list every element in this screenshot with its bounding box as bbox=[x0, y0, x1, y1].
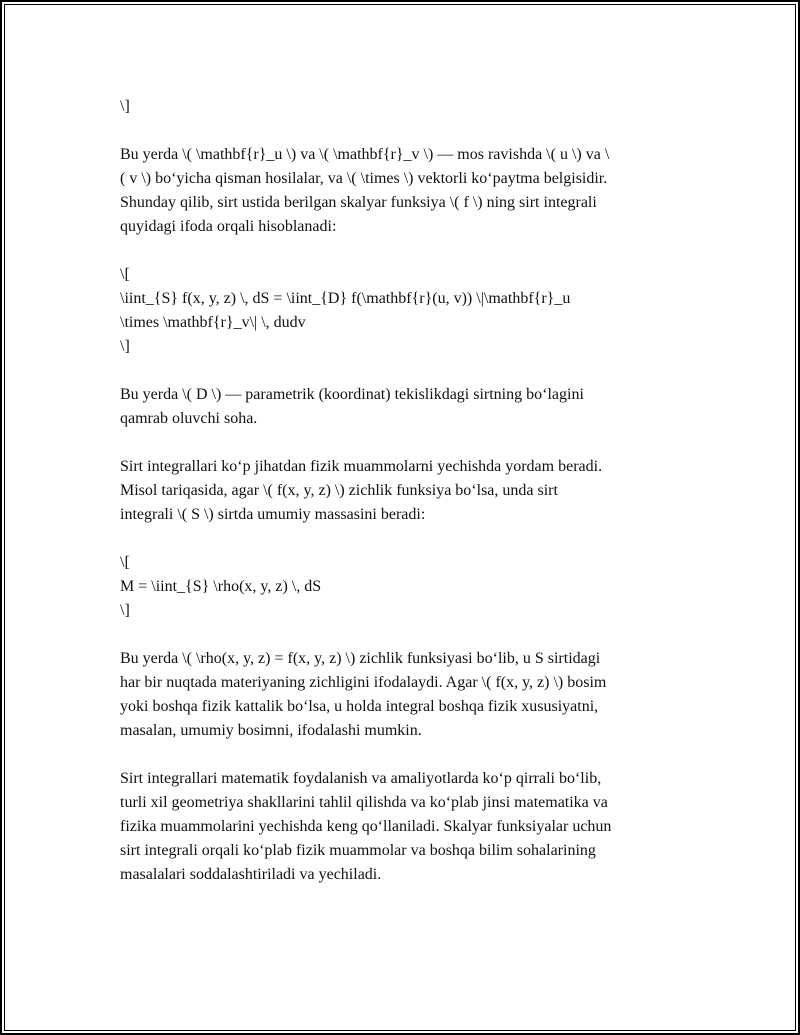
paragraph-domain-definition bbox=[120, 383, 700, 431]
paragraph-line: har bir nuqtada materiyaning zichligini ifodalaydi. Agar \( f(x, y, z) \) bosim bbox=[120, 674, 607, 691]
paragraph-physical-applications bbox=[120, 455, 700, 527]
paragraph-line: yoki boshqa fizik kattalik bo‘lsa, u holda integral boshqa fizik xususiyatni, bbox=[120, 698, 599, 715]
formula-line: M = \iint_{S} \rho(x, y, z) \, dS bbox=[120, 578, 322, 595]
formula-line: \] bbox=[120, 338, 130, 355]
paragraph-line: ( v \) bo‘yicha qisman hosilalar, va \( \times \) vektorli ko‘paytma belgisidir. bbox=[120, 170, 608, 187]
formula-line: \iint_{S} f(x, y, z) \, dS = \iint_{D} f(\mathbf{r}(u, v)) \|\mathbf{r}_u bbox=[120, 290, 571, 307]
paragraph-line: Misol tariqasida, agar \( f(x, y, z) \) zichlik funksiya bo‘lsa, unda sirt bbox=[120, 482, 558, 499]
paragraph-line: integrali \( S \) sirtda umumiy massasini beradi: bbox=[120, 506, 426, 523]
formula-mass-integral bbox=[120, 551, 700, 623]
formula-line: \] bbox=[120, 98, 130, 115]
paragraph-partial-derivatives bbox=[120, 143, 700, 239]
paragraph-line: quyidagi ifoda orqali hisoblanadi: bbox=[120, 218, 337, 235]
formula-surface-integral bbox=[120, 263, 700, 359]
paragraph-conclusion bbox=[120, 767, 700, 887]
formula-line: \] bbox=[120, 602, 130, 619]
paragraph-line: Bu yerda \( \rho(x, y, z) = f(x, y, z) \) zichlik funksiyasi bo‘lib, u S sirtidagi bbox=[120, 650, 601, 667]
paragraph-line: fizika muammolarini yechishda keng qo‘llaniladi. Skalyar funksiyalar uchun bbox=[120, 818, 612, 835]
paragraph-line: masalalari soddalashtiriladi va yechiladi. bbox=[120, 866, 382, 883]
paragraph-line: Sirt integrallari ko‘p jihatdan fizik muammolarni yechishda yordam beradi. bbox=[120, 458, 603, 475]
formula-block-end bbox=[120, 95, 700, 119]
formula-line: \[ bbox=[120, 554, 130, 571]
paragraph-line: masalan, umumiy bosimni, ifodalashi mumkin. bbox=[120, 722, 422, 739]
paragraph-line: Shunday qilib, sirt ustida berilgan skalyar funksiya \( f \) ning sirt integrali bbox=[120, 194, 597, 211]
document-body bbox=[120, 95, 700, 911]
paragraph-line: Sirt integrallari matematik foydalanish va amaliyotlarda ko‘p qirrali bo‘lib, bbox=[120, 770, 602, 787]
paragraph-line: sirt integrali orqali ko‘plab fizik muammolar va boshqa bilim sohalarining bbox=[120, 842, 596, 859]
paragraph-line: turli xil geometriya shakllarini tahlil qilishda va ko‘plab jinsi matematika va bbox=[120, 794, 608, 811]
paragraph-line: qamrab oluvchi soha. bbox=[120, 410, 258, 427]
formula-line: \times \mathbf{r}_v\| \, dudv bbox=[120, 314, 306, 331]
paragraph-density-explanation bbox=[120, 647, 700, 743]
formula-line: \[ bbox=[120, 266, 130, 283]
paragraph-line: Bu yerda \( D \) — parametrik (koordinat) tekislikdagi sirtning bo‘lagini bbox=[120, 386, 584, 403]
paragraph-line: Bu yerda \( \mathbf{r}_u \) va \( \mathbf{r}_v \) — mos ravishda \( u \) va \ bbox=[120, 146, 610, 163]
